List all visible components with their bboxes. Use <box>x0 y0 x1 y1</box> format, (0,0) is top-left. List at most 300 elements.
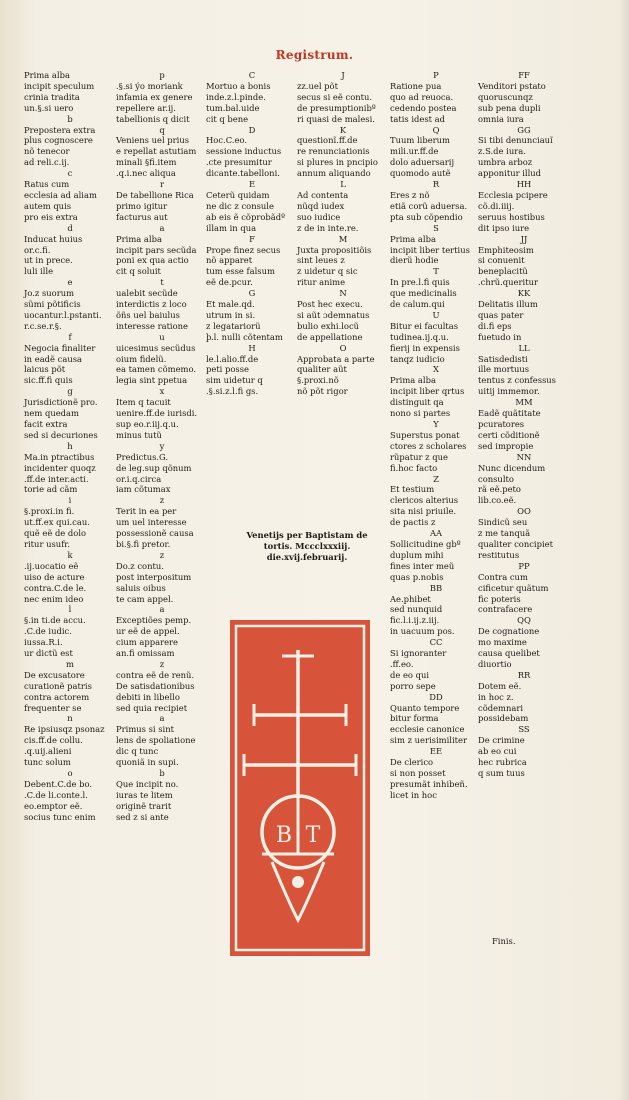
catchword-line: Inducat huius <box>24 233 83 244</box>
catchword-line: de eo qui <box>390 669 430 680</box>
catchword-line: Negocia finaliter <box>24 342 96 353</box>
catchword-line: sũmi põtificis <box>24 299 81 310</box>
catchword-line: Eadẽ quãtitate <box>478 408 541 419</box>
catchword-line: originẽ trarit <box>116 800 172 811</box>
catchword-line: sed nunquid <box>390 604 443 615</box>
catchword-line: Sollicitudine gbº <box>390 538 461 549</box>
catchword-line: sed si decuriones <box>24 429 98 440</box>
catchword-line: bitur forma <box>390 713 439 724</box>
signature-mark: z <box>159 658 165 669</box>
catchword-line: uenire.ff.de iurisdi. <box>116 408 198 419</box>
catchword-line: De excusatore <box>24 669 85 680</box>
register-entry <box>116 495 226 550</box>
catchword-line: fic poteris <box>478 593 521 604</box>
catchword-line: si non posset <box>390 768 446 778</box>
catchword-line: In pre.l.fi quis <box>390 277 450 288</box>
catchword-line: in uacuum pos. <box>390 626 455 637</box>
catchword-line: pro eis extra <box>24 211 78 222</box>
signature-mark: u <box>159 331 165 342</box>
register-entry <box>116 604 226 659</box>
catchword-line: sim uidetur q <box>206 375 263 386</box>
catchword-line: contra eẽ de renũ. <box>116 669 195 680</box>
catchword-line: Eres z nõ <box>390 189 430 200</box>
catchword-line: Prima alba <box>24 70 70 80</box>
catchword-line: .cte presumitur <box>206 157 272 168</box>
colophon-line: Venetijs per Baptistam de <box>246 530 368 540</box>
signature-mark: Q <box>432 124 440 135</box>
catchword-line: consulto <box>478 473 514 484</box>
catchword-line: pta sub cõpendio <box>390 211 463 222</box>
catchword-line: Juxta propositiõis <box>297 244 372 255</box>
catchword-line: ritur anime <box>297 277 346 288</box>
catchword-line: secus si eẽ contu. <box>297 91 373 102</box>
catchword-line: .ff.de inter.acti. <box>24 473 89 484</box>
catchword-line: ab eis ẽ cõprobãdº <box>206 211 286 222</box>
signature-mark: G <box>248 288 256 299</box>
signature-mark: P <box>433 70 439 80</box>
catchword-line: laicus põt <box>24 364 66 375</box>
signature-mark: EE <box>429 746 443 757</box>
signature-mark: C <box>248 70 256 80</box>
catchword-line: hec rubrica <box>478 757 527 768</box>
catchword-line: fines inter meũ <box>390 560 455 571</box>
catchword-line: primo igitur <box>116 200 168 211</box>
catchword-line: ad reli.c.ij. <box>24 157 70 168</box>
catchword-line: contra actorem <box>24 691 90 702</box>
register-entry <box>478 670 588 725</box>
catchword-line: §.proxi.nõ <box>297 375 339 386</box>
catchword-line: torie ad cãm <box>24 484 78 495</box>
signature-mark: N <box>339 288 347 299</box>
signature-mark: L <box>340 179 346 190</box>
catchword-line: incidenter quoqz <box>24 462 96 473</box>
catchword-line: inde.z.l.pinde. <box>206 91 266 102</box>
catchword-line: §.proxi.in fi. <box>24 506 75 517</box>
catchword-line: zz.uel põt <box>297 80 338 91</box>
signature-mark: KK <box>517 288 531 299</box>
catchword-line: nem quedam <box>24 408 79 419</box>
signature-mark: h <box>67 440 73 451</box>
signature-mark: o <box>67 768 73 778</box>
catchword-line: Prepostera extra <box>24 124 96 135</box>
catchword-line: qualiter concipiet <box>478 538 553 549</box>
page-heading: Registrum. <box>275 48 354 62</box>
catchword-line: cit q soluit <box>116 266 161 277</box>
catchword-line: oium fidelũ. <box>116 353 167 364</box>
signature-mark: e <box>67 277 73 288</box>
catchword-line: clericos alterius <box>390 495 459 506</box>
device-letter: T <box>305 823 321 848</box>
catchword-line: socius tunc enim <box>24 811 96 822</box>
catchword-line: Delitatis illum <box>478 299 538 310</box>
signature-mark: HH <box>516 179 532 190</box>
signature-mark: x <box>159 386 165 397</box>
catchword-line: repellere ar.ij. <box>116 102 176 113</box>
catchword-line: porro sepe <box>390 680 436 691</box>
catchword-line: post interpositum <box>116 571 192 582</box>
catchword-line: distinguit qa <box>390 397 444 408</box>
catchword-line: de leg.sup qõnum <box>116 462 192 473</box>
register-entry <box>478 343 588 398</box>
signature-mark: BB <box>429 582 443 593</box>
catchword-line: Prima alba <box>390 233 436 244</box>
catchword-line: Nunc dicendum <box>478 462 546 473</box>
catchword-line: dit ipso iure <box>478 222 530 233</box>
catchword-line: qualiter aũt <box>297 364 347 375</box>
catchword-line: Prima alba <box>390 375 436 386</box>
signature-mark: p <box>159 70 165 80</box>
catchword-line: incipit liber qrtus <box>390 386 465 397</box>
catchword-line: Jo.z suorum <box>24 288 75 299</box>
catchword-line: dierũ hodie <box>390 255 439 266</box>
catchword-line: cificetur quãtum <box>478 582 549 593</box>
catchword-line: cõdemnari <box>478 702 524 713</box>
catchword-line: sint leues z <box>297 255 345 266</box>
catchword-line: pcuratores <box>478 419 525 429</box>
catchword-line: nec enim ideo <box>24 593 84 604</box>
catchword-line: quas pater <box>478 309 524 320</box>
catchword-line: tudinea.ij.q.u. <box>390 331 449 342</box>
catchword-line: Approbata a parte <box>297 353 375 364</box>
catchword-line: Emphiteosim <box>478 244 534 255</box>
signature-mark: l <box>68 604 72 615</box>
catchword-line: iuras te litem <box>116 789 173 800</box>
catchword-line: nõ põt rigor <box>297 386 348 397</box>
signature-mark: O <box>339 342 347 353</box>
signature-mark: z <box>159 549 165 560</box>
catchword-line: quoniã in supi. <box>116 757 179 768</box>
register-entry <box>478 70 588 125</box>
catchword-line: .q.i.nec aliqua <box>116 168 176 179</box>
catchword-line: tunc solum <box>24 757 71 768</box>
printers-device <box>230 620 370 956</box>
catchword-line: cõ.di.iiij. <box>478 200 515 211</box>
catchword-line: diuortio <box>478 658 512 669</box>
catchword-line: dic q tunc <box>116 746 159 757</box>
catchword-line: Mortuo a bonis <box>206 80 271 91</box>
catchword-line: eo.emptor eẽ. <box>24 800 83 811</box>
signature-mark: FF <box>518 70 530 80</box>
catchword-line: De satisdationibus <box>116 680 195 691</box>
catchword-line: õñs uel baiulus <box>116 309 180 320</box>
register-entry <box>478 452 588 507</box>
catchword-line: in hoc z. <box>478 691 514 702</box>
colophon-line: die.xvij.februarij. <box>266 551 348 562</box>
catchword-line: uicesimus secũdus <box>116 342 196 353</box>
catchword-line: .C.de li.conte.l. <box>24 789 88 800</box>
catchword-line: licet in hoc <box>390 789 437 800</box>
catchword-line: iam cõtumax <box>116 484 171 495</box>
catchword-line: interesse ratione <box>116 320 189 331</box>
catchword-line: z uidetur q sic <box>297 266 358 277</box>
catchword-line: um uel interesse <box>116 517 187 528</box>
catchword-line: eẽ de.pcur. <box>206 277 253 288</box>
signature-mark: d <box>67 222 73 233</box>
signature-mark: F <box>249 233 255 244</box>
catchword-line: De crimine <box>478 735 525 746</box>
signature-mark: D <box>248 124 256 135</box>
catchword-line: Veniens uel prius <box>116 135 190 146</box>
catchword-line: Ma.in ptractibus <box>24 451 95 462</box>
signature-mark: E <box>248 179 256 190</box>
signature-mark: GG <box>517 124 531 135</box>
signature-mark: b <box>159 768 165 778</box>
catchword-line: Que incipit no. <box>116 778 179 789</box>
catchword-line: z legatariorũ <box>206 320 261 331</box>
signature-mark: DD <box>429 691 443 702</box>
catchword-line: Terit in ea per <box>116 506 177 517</box>
signature-mark: S <box>433 222 439 233</box>
catchword-line: nõ apparet <box>206 255 253 266</box>
catchword-line: Tuum liberum <box>390 135 450 146</box>
register-entry <box>478 179 588 234</box>
catchword-line: Venditori pstato <box>478 80 546 91</box>
catchword-line: Item q tacuit <box>116 397 171 408</box>
catchword-line: contrafacere <box>478 604 533 615</box>
catchword-line: Ratione pua <box>390 80 442 91</box>
signature-mark: i <box>68 495 72 506</box>
catchword-line: Si ignoranter <box>390 648 447 659</box>
signature-mark: K <box>339 124 347 135</box>
catchword-line: q sum tuus <box>478 768 525 778</box>
register-entry <box>478 125 588 180</box>
catchword-line: Prima alba <box>116 233 162 244</box>
catchword-line: tatis idest ad <box>390 113 446 124</box>
catchword-line: Et male.qd. <box>206 299 255 310</box>
catchword-line: sed quia recipiet <box>116 702 188 713</box>
catchword-line: fierij in expensis <box>390 342 460 353</box>
catchword-line: uiso de acture <box>24 571 85 582</box>
catchword-line: bi.§.fi pretor. <box>116 538 171 549</box>
catchword-line: quo ad reuoca. <box>390 91 454 102</box>
catchword-line: annum aliquando <box>297 168 371 179</box>
catchword-line: tum.bal.uide <box>206 102 260 113</box>
signature-mark: NN <box>516 451 532 462</box>
catchword-line: sim z uerisimiliter <box>390 735 467 746</box>
catchword-line: Ae.phibet <box>390 593 431 604</box>
signature-mark: Z <box>433 473 439 484</box>
signature-mark: t <box>160 277 164 288</box>
catchword-line: Quanto tempore <box>390 702 460 713</box>
catchword-line: facit extra <box>24 419 68 429</box>
catchword-line: si aũt ɔdemnatus <box>297 309 370 320</box>
catchword-line: Et testium <box>390 484 435 495</box>
signature-mark: f <box>68 331 72 342</box>
catchword-line: etiã corũ aduersa. <box>390 200 468 211</box>
catchword-line: di.fi eps <box>478 320 512 331</box>
catchword-line: illam in qua <box>206 222 257 233</box>
catchword-line: Prope finez secus <box>206 244 281 255</box>
catchword-line: fi.hoc facto <box>390 462 438 473</box>
signature-mark: MM <box>515 397 533 408</box>
catchword-line: ritur usufr. <box>24 538 71 549</box>
catchword-line: umbra arboz <box>478 157 533 168</box>
catchword-line: autem quis <box>24 200 72 211</box>
catchword-line: Sindicũ seu <box>478 517 528 528</box>
catchword-line: þ.l. nulli cõtentam <box>206 331 283 342</box>
catchword-line: legia sint ppetua <box>116 375 188 386</box>
catchword-line: beneplacitũ <box>478 266 528 277</box>
catchword-line: apponitur illud <box>478 168 542 179</box>
catchword-line: Exceptiões pemp. <box>116 615 192 626</box>
catchword-line: .§.si ýo moriank <box>116 80 183 91</box>
catchword-line: fic.l.i.ij.z.iij. <box>390 615 440 626</box>
signature-mark: y <box>159 440 165 451</box>
catchword-line: crinia tradita <box>24 91 80 102</box>
catchword-line: .chrũ.queritur <box>478 277 538 288</box>
catchword-line: Satisdedisti <box>478 353 528 364</box>
catchword-line: minus tutũ <box>116 429 162 440</box>
catchword-line: Ratus cum <box>24 179 70 190</box>
register-entry <box>116 441 226 496</box>
catchword-line: dolo aduersarij <box>390 157 455 168</box>
catchword-line: ecclesie canonice <box>390 724 465 735</box>
catchword-line: plus cognoscere <box>24 135 93 146</box>
catchword-line: peti posse <box>206 364 249 375</box>
catchword-line: ut in prece. <box>24 255 73 266</box>
catchword-line: de appellatione <box>297 331 363 342</box>
catchword-line: Superstus ponat <box>390 429 460 440</box>
catchword-line: Predictus.G. <box>116 451 169 462</box>
signature-mark: T <box>433 266 439 277</box>
finis-label: Finis. <box>492 936 516 946</box>
catchword-line: possidebam <box>478 713 529 724</box>
catchword-line: Post hec execu. <box>297 299 363 310</box>
catchword-line: ne dic z consule <box>206 200 274 211</box>
catchword-line: ab eo cui <box>478 746 517 757</box>
catchword-line: lens de spoliatione <box>116 735 196 746</box>
catchword-line: tanqz iudicio <box>390 353 445 364</box>
catchword-line: .q.uij.alieni <box>24 746 72 757</box>
catchword-line: sub pena dupli <box>478 102 541 113</box>
catchword-line: Ecclesia pcipere <box>478 189 548 200</box>
catchword-line: ut.ff.ex qui.cau. <box>24 517 90 528</box>
register-entry <box>478 561 588 616</box>
catchword-line: .ff.eo. <box>390 658 414 669</box>
catchword-line: lib.co.eẽ. <box>478 495 517 506</box>
catchword-line: tentus z confessus <box>478 375 556 386</box>
catchword-line: Ceterũ quidam <box>206 189 270 200</box>
register-entry <box>478 724 588 779</box>
catchword-line: uitij immemor. <box>478 386 540 397</box>
signature-mark: m <box>66 658 74 669</box>
catchword-line: incipit speculum <box>24 80 95 91</box>
catchword-line: saluis oibus <box>116 582 166 593</box>
register-entry <box>478 397 588 452</box>
register-entry <box>478 288 588 343</box>
device-letter: B <box>275 823 293 848</box>
signature-mark: n <box>67 713 73 724</box>
signature-mark: LL <box>518 342 530 353</box>
catchword-line: e repellat astutiam <box>116 146 197 157</box>
catchword-line: rã eẽ.peto <box>478 484 521 495</box>
catchword-line: presumãt inhibeñ. <box>390 778 468 789</box>
catchword-line: fuetudo in <box>478 331 522 342</box>
catchword-line: Debent.C.de bo. <box>24 778 93 789</box>
catchword-line: ille mortuus <box>478 364 530 375</box>
catchword-line: questionĩ.ff.de <box>297 135 358 146</box>
signature-mark: JJ <box>520 233 528 244</box>
signature-mark: g <box>67 386 73 397</box>
catchword-line: Do.z contu. <box>116 560 164 571</box>
catchword-line: nono si partes <box>390 408 451 419</box>
catchword-line: sed impropie <box>478 440 534 451</box>
catchword-line: sed z si ante <box>116 811 169 822</box>
catchword-line: de presumptionibº <box>297 102 376 113</box>
catchword-line: minali §fi.item <box>116 157 177 168</box>
catchword-line: seruus hostibus <box>478 211 545 222</box>
catchword-line: in eadẽ causa <box>24 353 83 364</box>
catchword-line: tabellionis q dicit <box>116 113 190 124</box>
catchword-line: ur dictũ est <box>24 648 73 659</box>
catchword-line: nõ tenecor <box>24 146 70 157</box>
catchword-line: z me tanquã <box>478 528 531 539</box>
signature-mark: q <box>159 124 165 135</box>
signature-mark: RR <box>517 669 531 680</box>
catchword-line: cedendo postea <box>390 102 457 113</box>
catchword-line: utrum in si. <box>206 309 256 320</box>
catchword-line: si plures in pncipio <box>297 157 378 168</box>
register-entry <box>478 615 588 670</box>
catchword-line: sup eo.r.iij.q.u. <box>116 419 179 429</box>
register-entry <box>116 659 226 714</box>
catchword-line: quas p.nobis <box>390 571 444 582</box>
catchword-line: debiti in libello <box>116 691 180 702</box>
colophon <box>236 530 378 563</box>
catchword-line: De cognatione <box>478 626 540 637</box>
catchword-line: or.c.fi. <box>24 244 51 255</box>
catchword-line: Primus si sint <box>116 724 174 735</box>
catchword-line: Re ipsiusqz psonaz <box>24 724 105 735</box>
catchword-line: rũpatur z que <box>390 451 448 462</box>
catchword-line: .ij.uocatio eẽ <box>24 560 79 571</box>
register-entry <box>116 550 226 605</box>
catchword-line: z.S.de iura. <box>478 146 526 157</box>
catchword-line: te cam appel. <box>116 593 174 604</box>
catchword-line: curationẽ patris <box>24 680 92 691</box>
catchword-line: bulio exhi.locũ <box>297 320 360 331</box>
signature-mark: r <box>159 179 164 190</box>
signature-mark: PP <box>518 560 530 571</box>
signature-mark: OO <box>517 506 531 517</box>
catchword-line: ea tamen cõmemo. <box>116 364 197 375</box>
signature-mark: AA <box>429 528 443 539</box>
catchword-line: uocantur.l.pstanti. <box>24 309 102 320</box>
signature-mark: J <box>341 70 345 80</box>
catchword-line: ctores z scholares <box>390 440 467 451</box>
printers-mark-icon <box>230 620 370 956</box>
register-entry <box>116 713 226 768</box>
catchword-line: De clerico <box>390 757 434 768</box>
catchword-line: z de in inte.re. <box>297 222 359 233</box>
catchword-line: suo iudice <box>297 211 341 222</box>
signature-mark: X <box>433 364 439 375</box>
catchword-line: duplum mihi <box>390 549 444 560</box>
catchword-line: Hoc.C.eo. <box>206 135 247 146</box>
catchword-line: cit q bene <box>206 113 249 124</box>
signature-mark: b <box>67 113 73 124</box>
catchword-line: Contra cum <box>478 571 528 582</box>
catchword-line: de pactis z <box>390 517 436 528</box>
signature-mark: c <box>67 168 73 179</box>
catchword-line: interdictis z loco <box>116 299 187 310</box>
catchword-line: infamia ex genere <box>116 91 193 102</box>
signature-mark: Y <box>433 419 439 429</box>
catchword-line: le.l.alio.ff.de <box>206 353 259 364</box>
catchword-line: an.fi omissam <box>116 648 175 659</box>
catchword-line: incipit pars secũda <box>116 244 197 255</box>
catchword-line: dicante.tabelloni. <box>206 168 280 179</box>
